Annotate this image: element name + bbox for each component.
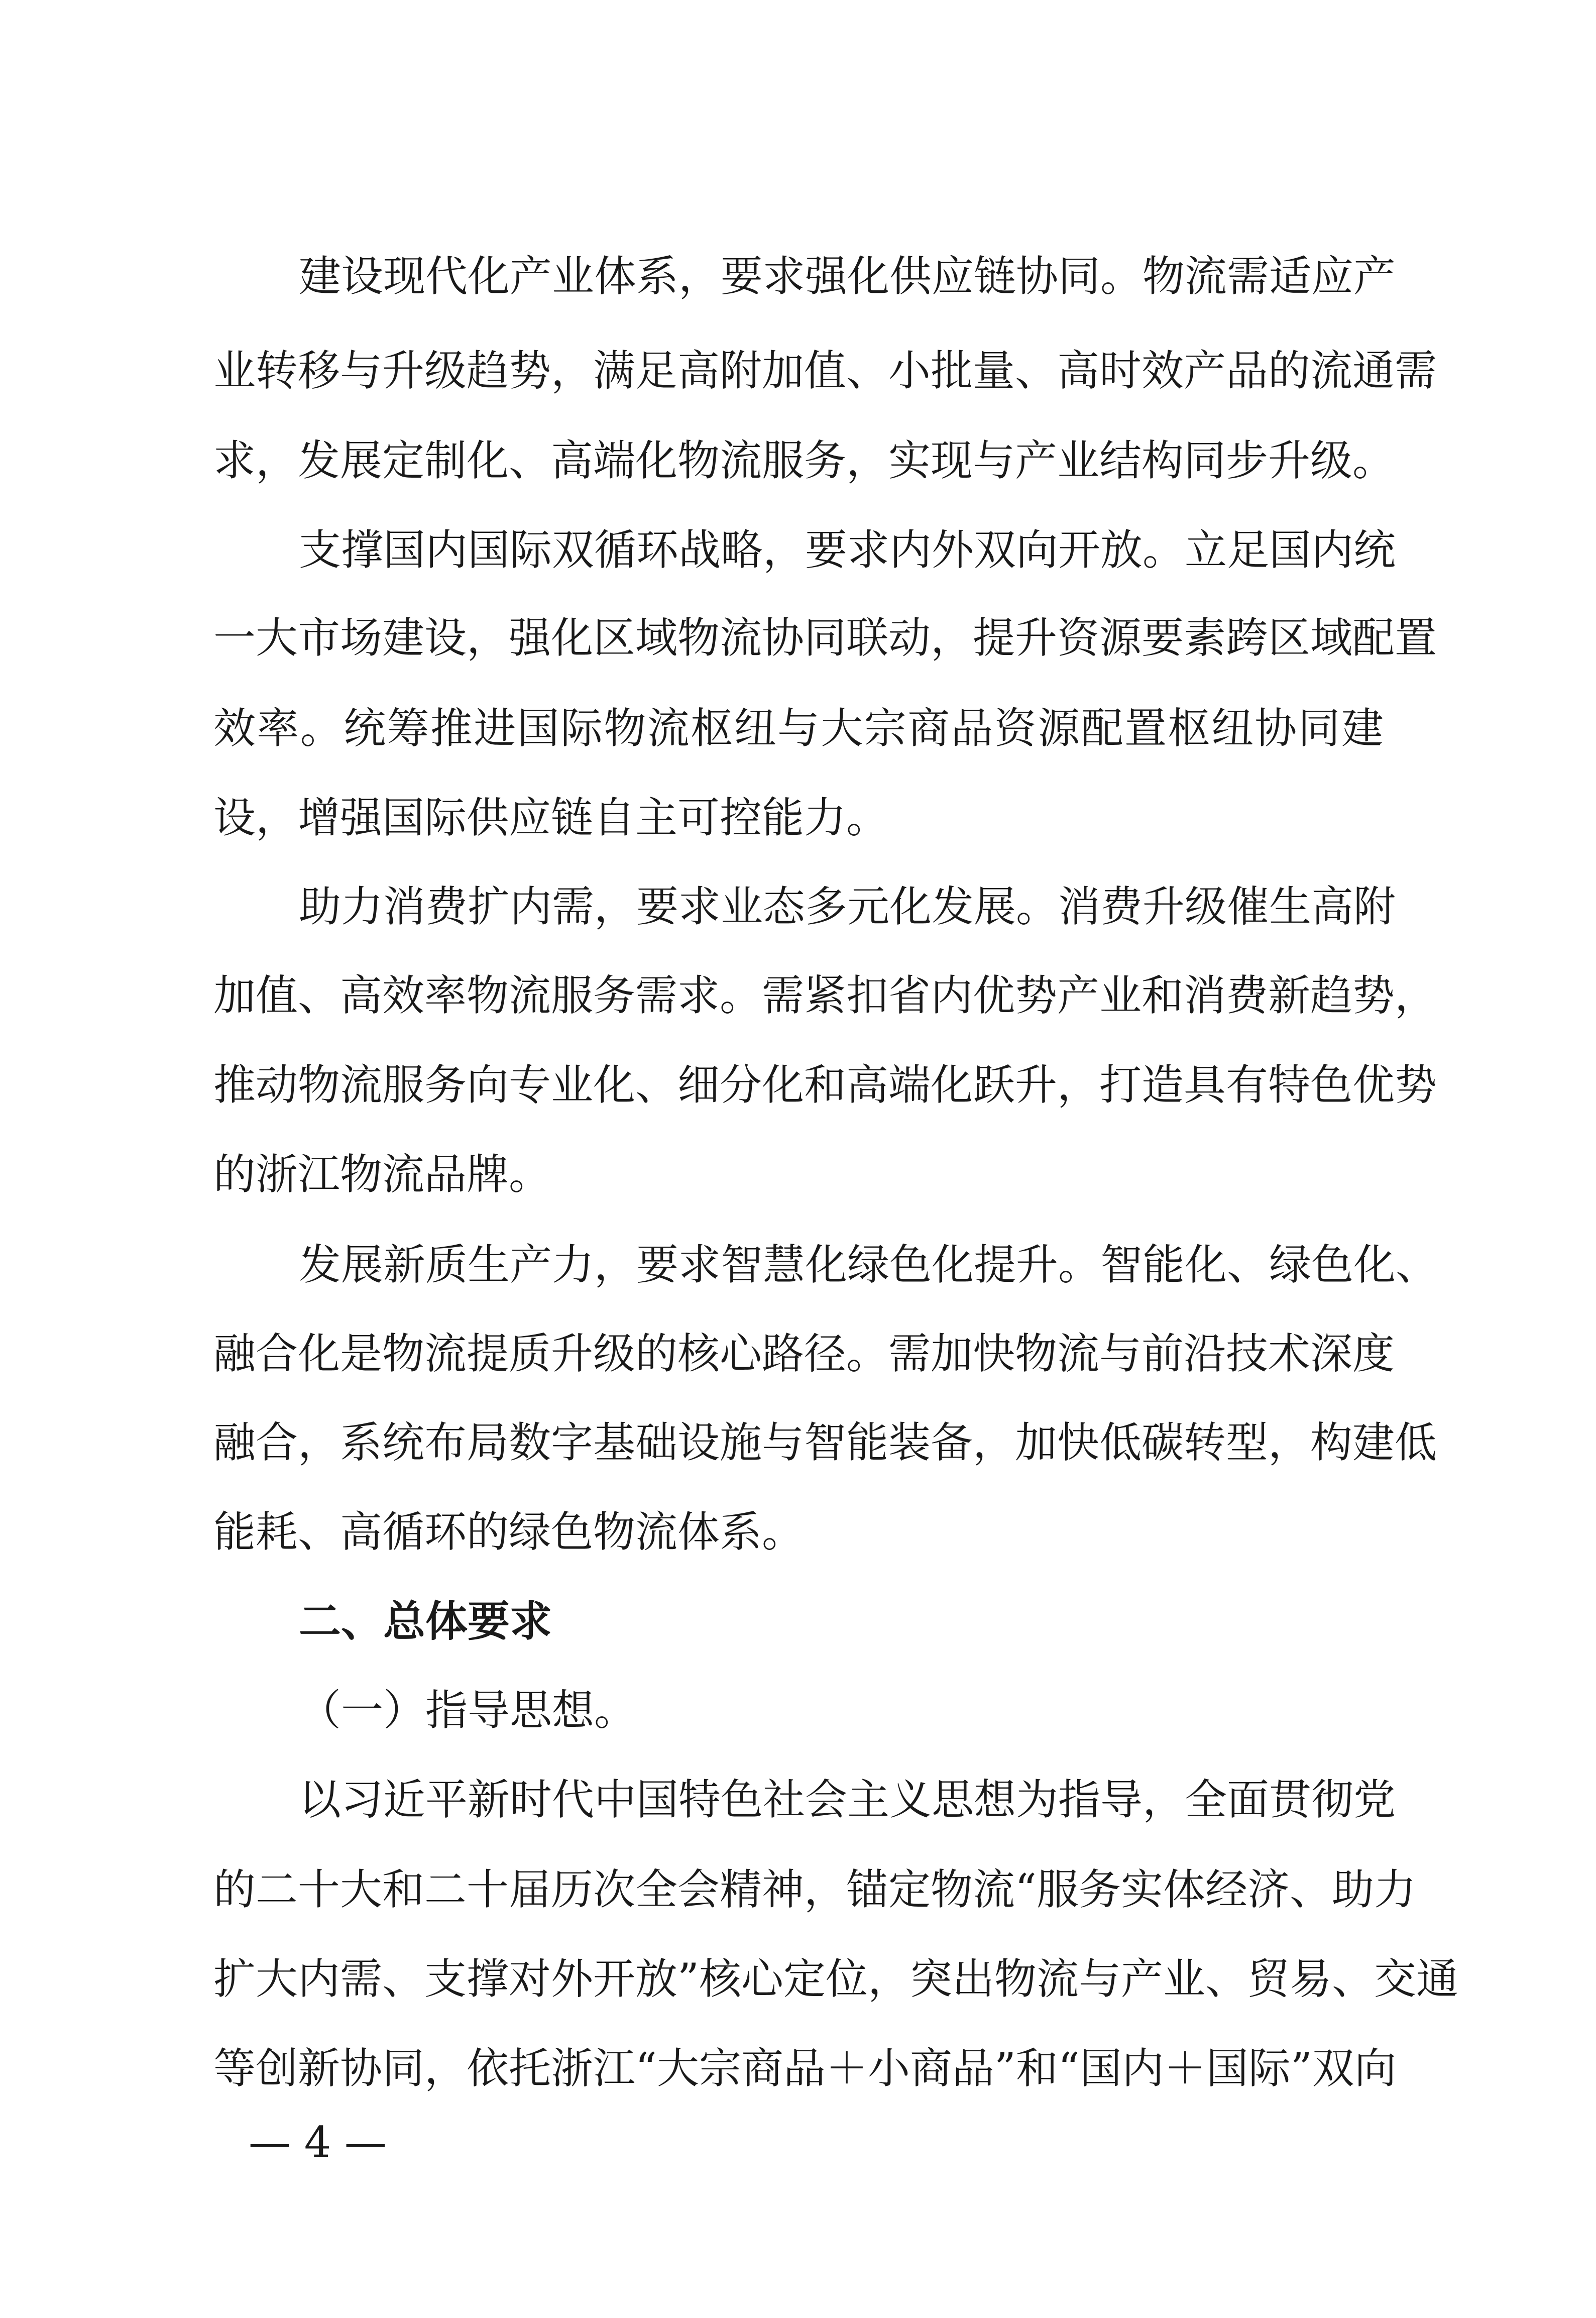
paragraph-line: 业转移与升级趋势，满足高附加值、小批量、高时效产品的流通需 (213, 346, 1437, 395)
paragraph-line: 加值、高效率物流服务需求。需紧扣省内优势产业和消费新趋势， (213, 971, 1437, 1020)
section-heading: 二、总体要求 (299, 1597, 552, 1646)
paragraph-line: 的浙江物流品牌。 (213, 1150, 551, 1199)
page-number: — 4 — (249, 2118, 387, 2167)
paragraph-line: 的二十大和二十届历次全会精神，锚定物流“服务实体经济、助力 (213, 1865, 1416, 1914)
paragraph-line: 支撑国内国际双循环战略，要求内外双向开放。立足国内统 (299, 525, 1396, 575)
paragraph-line: 以习近平新时代中国特色社会主义思想为指导，全面贯彻党 (299, 1775, 1396, 1824)
subsection-heading: （一）指导思想。 (299, 1686, 637, 1735)
paragraph-line: 融合，系统布局数字基础设施与智能装备，加快低碳转型，构建低 (213, 1418, 1437, 1467)
paragraph-line: 一大市场建设，强化区域物流协同联动，提升资源要素跨区域配置 (213, 613, 1437, 663)
paragraph-line: 等创新协同，依托浙江“大宗商品＋小商品”和“国内＋国际”双向 (213, 2044, 1397, 2093)
paragraph-line: 推动物流服务向专业化、细分化和高端化跃升，打造具有特色优势 (213, 1060, 1437, 1110)
paragraph-line: 能耗、高循环的绿色物流体系。 (213, 1507, 805, 1557)
paragraph-line: 助力消费扩内需，要求业态多元化发展。消费升级催生高附 (299, 882, 1396, 931)
paragraph-line: 效率。统筹推进国际物流枢纽与大宗商品资源配置枢纽协同建 (213, 704, 1384, 753)
paragraph-line: 发展新质生产力，要求智慧化绿色化提升。智能化、绿色化、 (299, 1240, 1438, 1289)
paragraph-line: 求，发展定制化、高端化物流服务，实现与产业结构同步升级。 (213, 436, 1395, 485)
paragraph-line: 融合化是物流提质升级的核心路径。需加快物流与前沿技术深度 (213, 1329, 1395, 1378)
paragraph-line: 设，增强国际供应链自主可控能力。 (213, 793, 889, 842)
paragraph-line: 扩大内需、支撑对外开放”核心定位，突出物流与产业、贸易、交通 (213, 1954, 1458, 2004)
paragraph-line: 建设现代化产业体系，要求强化供应链协同。物流需适应产 (299, 252, 1396, 301)
